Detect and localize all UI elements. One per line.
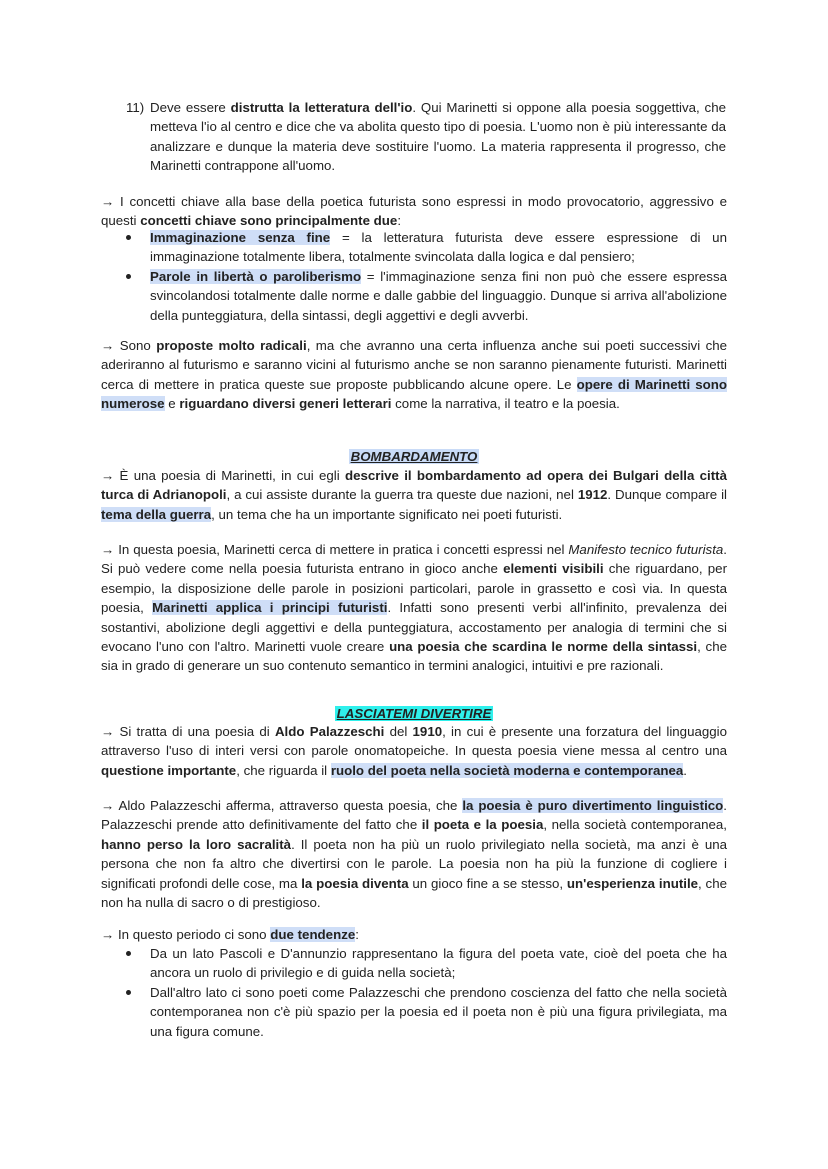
section-title-lasciatemi-divertire: LASCIATEMI DIVERTIRE	[336, 706, 492, 721]
bold-text: proposte molto radicali	[156, 338, 307, 353]
text: , a cui assiste durante la guerra tra queste due nazioni, nel	[226, 487, 578, 503]
bold-text: riguardano diversi generi letterari	[179, 396, 392, 412]
bold-text: Aldo Palazzeschi	[274, 724, 385, 739]
bold-text: descrive il bombardamento ad opera dei Bulgari della città turca di Adrianopoli	[101, 468, 727, 503]
section-title-bombardamento: BOMBARDAMENTO	[350, 449, 478, 464]
list-item	[124, 228, 727, 267]
text: , che riguarda il	[236, 762, 331, 778]
text: = l'immaginazione senza fini non può che essere espressa svincolandosi totalmente dalle norme e dalle gabbie del linguaggio. Dunque si arriva all'abolizione della punteggiatura, della sintassi, degli aggettivi e degli avverbi.	[150, 268, 727, 323]
text: del	[384, 724, 413, 739]
list-item	[124, 983, 727, 1041]
highlighted-bold-text: la poesia è puro divertimento linguistico	[462, 798, 724, 813]
text: . Dunque compare il	[607, 487, 728, 503]
text: che riguardano, per esempio, la disposizione delle parole in posizioni particolari, parole in grassetto e così via. In questa poesia,	[101, 561, 727, 616]
bold-text: un'esperienza inutile	[566, 875, 699, 891]
text: , nella società contemporanea,	[543, 817, 727, 833]
text: . Si può vedere come nella poesia futurista entrano in gioco anche	[101, 542, 727, 577]
text: , in cui è presente una forzatura del linguaggio attraverso l'uso di interi versi con parole onomatopeiche. In questa poesia viene messa al centro una	[101, 724, 727, 759]
paragraph-lasciatemi-analisi	[101, 796, 727, 912]
text: . Palazzeschi prende atto definitivamente del fatto che	[101, 798, 727, 833]
item-number: 11)	[126, 100, 145, 115]
bold-text: il poeta e la poesia	[421, 817, 544, 833]
text: :	[397, 213, 402, 229]
text: . Infatti sono presenti verbi all'infinito, prevalenza dei sostantivi, abolizione degli aggettivi e della punteggiatura, accostamento per analogia di termini che si evocano l'uno con l'altro. Marinetti vuole creare	[101, 600, 727, 655]
bullet-list-concetti	[124, 228, 727, 325]
paragraph-lasciatemi-intro	[101, 722, 727, 780]
text: → È una poesia di Marinetti, in cui egli	[101, 468, 345, 483]
list-item	[124, 267, 727, 325]
bold-text: elementi visibili	[503, 561, 604, 577]
bullet-list-tendenze	[124, 944, 727, 1041]
paragraph-proposte	[101, 336, 727, 414]
italic-text: Manifesto tecnico futurista	[568, 542, 724, 557]
paragraph-concetti-chiave	[101, 192, 727, 231]
bullet-icon	[126, 235, 131, 240]
bold-text: questione importante	[101, 762, 237, 778]
text: un gioco fine a se stesso,	[408, 875, 567, 891]
bullet-icon	[126, 951, 131, 956]
paragraph-bombardamento-analisi	[101, 540, 727, 676]
text: , un tema che ha un importante significato nei poeti futuristi.	[211, 506, 563, 522]
text: e	[164, 396, 180, 412]
list-item	[124, 944, 727, 983]
text: . Qui Marinetti si oppone alla poesia soggettiva, che metteva l'io al centro e dice che va abolita questo tipo di poesia. L'uomo non è più interessante da analizzare e dunque la materia deve sostituire l'uomo. La materia rappresenta il progresso, che Marinetti contrappone all'uomo.	[150, 100, 726, 174]
highlighted-bold-text: opere di Marinetti sono numerose	[101, 376, 727, 412]
text: :	[355, 927, 359, 942]
text: . Il poeta non ha più un ruolo privilegiato nella società, ma anzi è una persona che non fa altro che divertirsi con le parole. La poesia non ha più la funzione di cogliere i significati profondi delle cose, ma	[101, 836, 728, 891]
paragraph-bombardamento-intro	[101, 466, 727, 524]
text: , che sia in grado di generare un suo contenuto semantico in termini analogici, intuitivi e pre razionali.	[101, 639, 727, 674]
highlighted-bold-text: Parole in libertà o paroliberismo	[150, 268, 362, 284]
text: come la narrativa, il teatro e la poesia.	[391, 396, 620, 412]
text: → In questa poesia, Marinetti cerca di mettere in pratica i concetti espressi nel	[101, 542, 569, 557]
text: → I concetti chiave alla base della poetica futurista sono espressi in modo provocatorio, aggressivo e questi	[101, 194, 727, 229]
highlighted-bold-text: Marinetti applica i principi futuristi	[152, 600, 388, 616]
bold-text: 1912	[577, 487, 608, 503]
bold-text: 1910	[412, 724, 443, 739]
bold-text: hanno perso la loro sacralità	[101, 836, 292, 852]
text: Da un lato Pascoli e D'annunzio rappresentano la figura del poeta vate, cioè del poeta che ha ancora un ruolo di privilegio e di guida nella società;	[150, 946, 727, 981]
paragraph-due-tendenze	[101, 925, 727, 944]
bold-text: distrutta la letteratura dell'io	[230, 100, 413, 115]
text: , ma che avranno una certa influenza anche sui poeti successivi che aderiranno al futurismo e saranno vicini al futurismo anche se non saranno pienamente futuristi. Marinetti cerca di mettere in pratica queste sue proposte pubblicando alcune opere. Le	[101, 338, 728, 392]
text: → In questo periodo ci sono	[101, 927, 271, 942]
bold-text: una poesia che scardina le norme della sintassi	[389, 639, 698, 655]
highlighted-bold-text: Immaginazione senza fine	[150, 230, 331, 245]
text: = la letteratura futurista deve essere espressione di un immaginazione totalmente libera, totalmente svincolata dalla logica e dal pensiero;	[150, 230, 727, 265]
text: Deve essere	[150, 100, 231, 115]
bold-text: la poesia diventa	[301, 875, 409, 891]
bullet-icon	[126, 990, 131, 995]
bold-text: concetti chiave sono principalmente due	[140, 213, 398, 229]
text: → Sono	[101, 338, 157, 353]
bullet-icon	[126, 274, 131, 279]
highlighted-bold-text: tema della guerra	[101, 506, 212, 522]
text: .	[683, 762, 687, 778]
text: Dall'altro lato ci sono poeti come Palazzeschi che prendono coscienza del fatto che nella società contemporanea non c'è più spazio per la poesia ed il poeta non è più una figura privilegiata, ma una figura comune.	[150, 984, 727, 1039]
numbered-item-11	[126, 98, 726, 176]
text: , che non ha nulla di sacro o di prestigioso.	[101, 875, 727, 911]
text: → Si tratta di una poesia di	[101, 724, 275, 739]
highlighted-bold-text: ruolo del poeta nella società moderna e contemporanea	[330, 762, 684, 778]
text: → Aldo Palazzeschi afferma, attraverso questa poesia, che	[101, 798, 463, 813]
highlighted-bold-text: due tendenze	[270, 927, 356, 942]
